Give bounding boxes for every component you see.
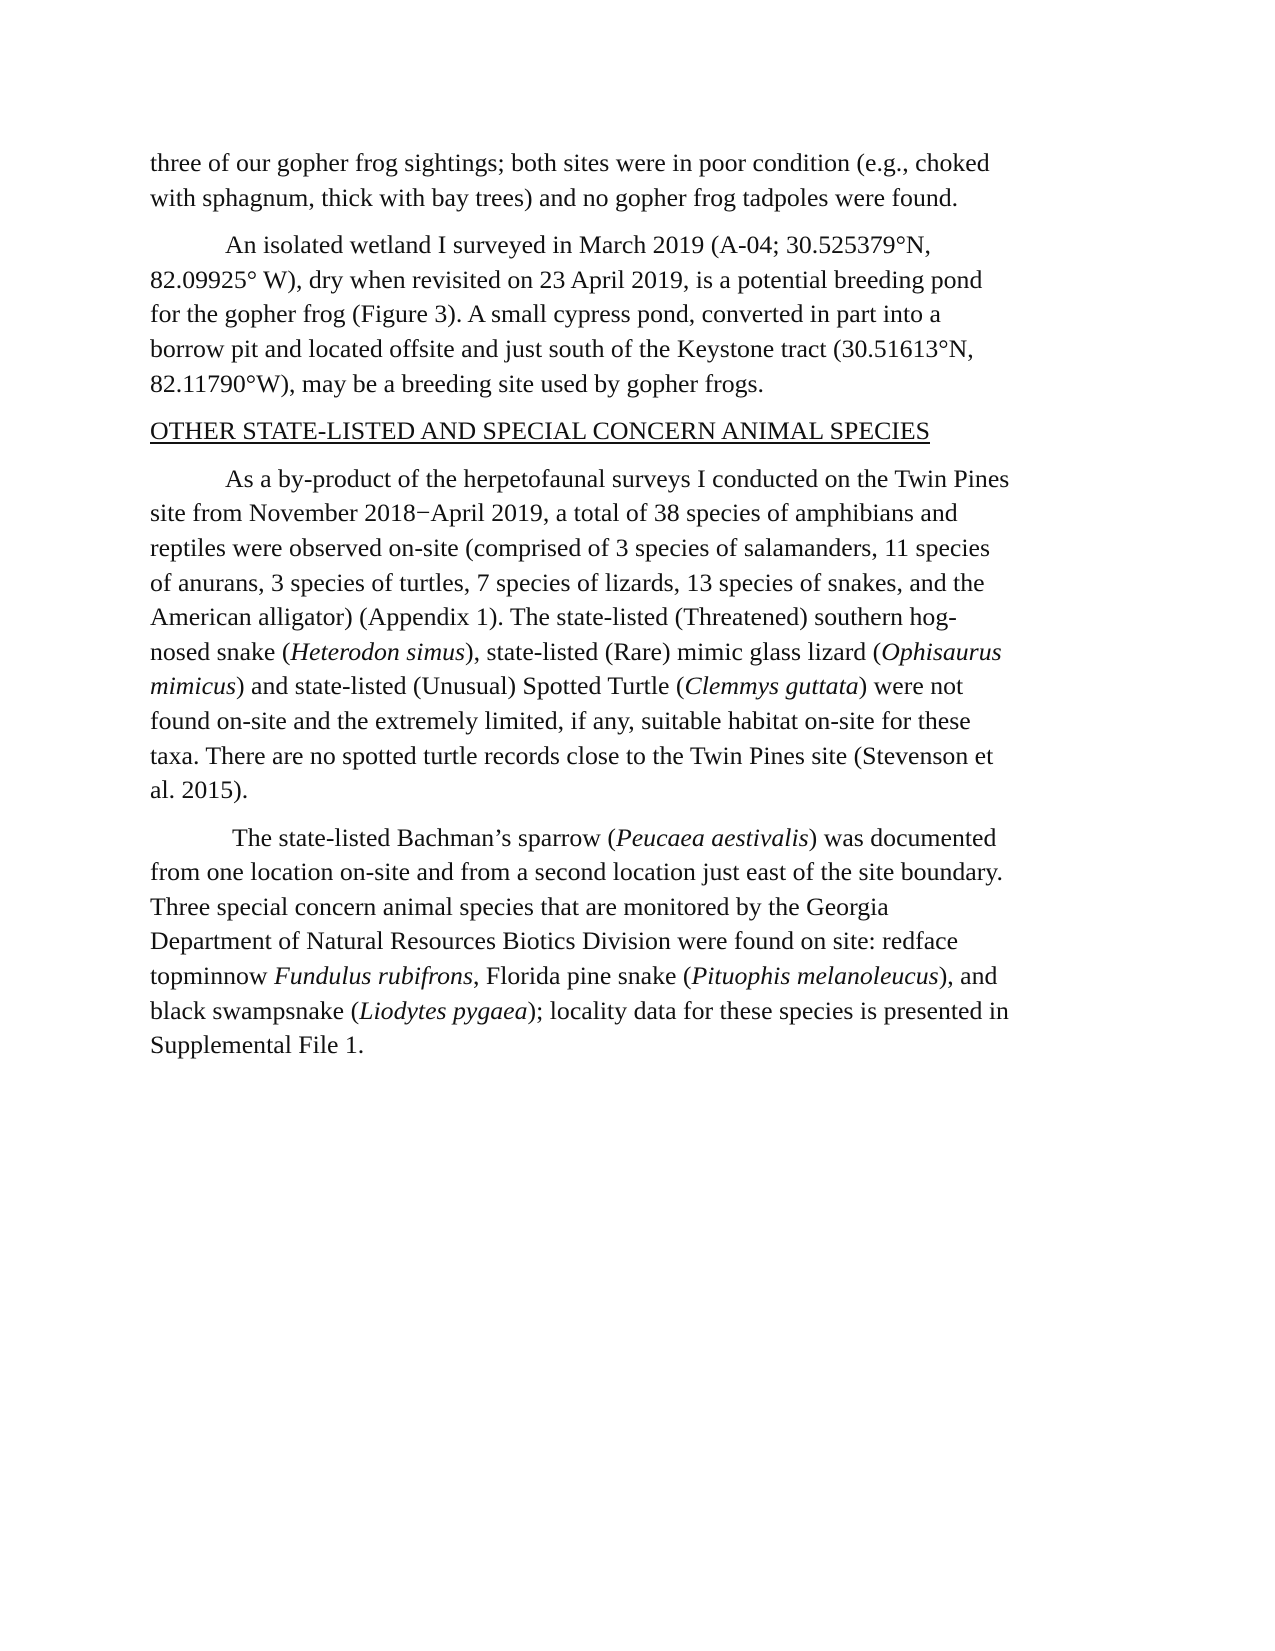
text-line <box>150 600 1115 635</box>
text-line <box>150 1028 1115 1063</box>
text-line <box>150 739 1115 774</box>
text-segment: The state-listed Bachman’s sparrow ( <box>232 822 616 852</box>
species-name-italic: Pituophis melanoleucus <box>691 961 939 991</box>
text-line <box>150 704 1115 739</box>
text-segment: from one location on-site and from a second location just east of the site boundary. <box>150 857 1003 887</box>
text-segment: topminnow <box>150 961 274 991</box>
text-segment: An isolated wetland I surveyed in March 2019 (A-04; 30.525379°N, <box>225 230 931 260</box>
text-segment: 82.09925° W), dry when revisited on 23 April 2019, is a potential breeding pond <box>150 264 983 294</box>
text-segment: American alligator) (Appendix 1). The state-listed (Threatened) southern hog- <box>150 602 957 632</box>
text-segment: Supplemental File 1. <box>150 1030 365 1060</box>
text-segment: al. 2015). <box>150 775 249 805</box>
text-line <box>150 263 1115 298</box>
text-segment: ); locality data for these species is presented in <box>527 995 1009 1025</box>
section-heading-text: OTHER STATE-LISTED AND SPECIAL CONCERN ANIMAL SPECIES <box>150 416 930 446</box>
text-line <box>150 959 1115 994</box>
text-line <box>150 531 1115 566</box>
text-segment: ), state-listed (Rare) mimic glass lizard ( <box>465 636 882 666</box>
text-segment: Department of Natural Resources Biotics Division were found on site: redface <box>150 926 959 956</box>
text-segment: ) was documented <box>808 822 997 852</box>
species-name-italic: Ophisaurus <box>881 636 1002 666</box>
species-name-italic: Peucaea aestivalis <box>615 822 809 852</box>
text-line <box>150 297 1115 332</box>
text-segment: site from November 2018−April 2019, a total of 38 species of amphibians and <box>150 498 958 528</box>
text-line <box>150 462 1115 497</box>
text-segment: of anurans, 3 species of turtles, 7 species of lizards, 13 species of snakes, and the <box>150 567 985 597</box>
text-segment: As a by-product of the herpetofaunal surveys I conducted on the Twin Pines <box>225 463 1010 493</box>
text-line <box>150 228 1115 263</box>
text-line <box>150 367 1115 402</box>
species-name-italic: Fundulus rubifrons <box>273 961 473 991</box>
text-segment: 82.11790°W), may be a breeding site used by gopher frogs. <box>150 368 764 398</box>
text-segment: borrow pit and located offsite and just south of the Keystone tract (30.51613°N, <box>150 333 974 363</box>
text-segment: for the gopher frog (Figure 3). A small cypress pond, converted in part into a <box>150 299 941 329</box>
text-segment: black swampsnake ( <box>150 995 360 1025</box>
text-line <box>150 146 1115 181</box>
text-segment: ) were not <box>858 671 964 701</box>
text-segment: Three special concern animal species that are monitored by the Georgia <box>150 891 889 921</box>
paragraph-herpetofaunal-surveys <box>150 462 1115 808</box>
text-segment: with sphagnum, thick with bay trees) and no gopher frog tadpoles were found. <box>150 182 959 212</box>
text-segment: three of our gopher frog sightings; both sites were in poor condition (e.g., choked <box>150 148 990 177</box>
text-segment: found on-site and the extremely limited, if any, suitable habitat on-site for these <box>150 705 971 735</box>
text-line <box>150 496 1115 531</box>
text-line <box>150 924 1115 959</box>
text-segment: , Florida pine snake ( <box>472 961 692 991</box>
text-segment: reptiles were observed on-site (comprised of 3 species of salamanders, 11 species <box>150 532 991 562</box>
text-line <box>150 994 1115 1029</box>
text-line <box>150 332 1115 367</box>
text-line <box>150 566 1115 601</box>
species-name-italic: mimicus <box>150 671 236 701</box>
text-line <box>150 635 1115 670</box>
text-line <box>150 669 1115 704</box>
paragraph-bachmans-sparrow <box>150 821 1115 1063</box>
text-line <box>150 890 1115 925</box>
species-name-italic: Liodytes pygaea <box>359 995 528 1025</box>
paragraph-isolated-wetland <box>150 228 1115 401</box>
species-name-italic: Heterodon simus <box>290 636 466 666</box>
text-segment: ), and <box>938 961 998 991</box>
species-name-italic: Clemmys guttata <box>684 671 859 701</box>
text-segment: nosed snake ( <box>150 636 291 666</box>
text-segment: ) and state-listed (Unusual) Spotted Turtle ( <box>235 671 685 701</box>
text-line <box>150 821 1115 856</box>
section-heading <box>150 414 1115 449</box>
text-line <box>150 181 1115 216</box>
text-segment: taxa. There are no spotted turtle records close to the Twin Pines site (Stevenson et <box>150 740 994 770</box>
text-line <box>150 855 1115 890</box>
paragraph-gopher-frog-sightings <box>150 146 1115 215</box>
text-line <box>150 773 1115 808</box>
